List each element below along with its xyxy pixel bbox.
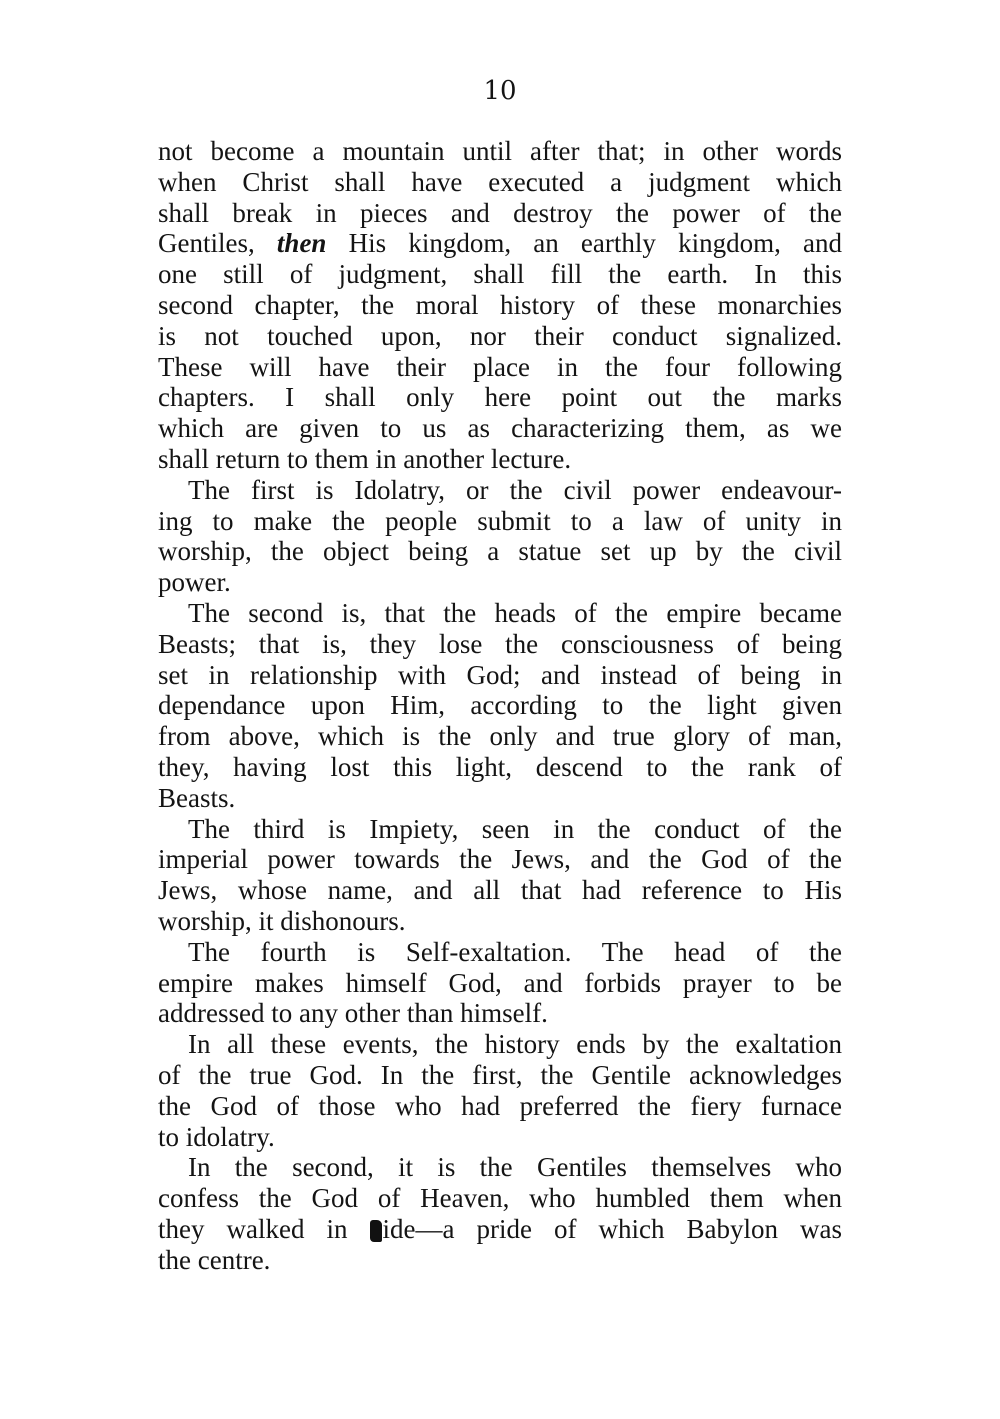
paragraph-2 bbox=[158, 475, 842, 598]
text-line: not become a mountain until after that; in other words bbox=[158, 136, 842, 166]
text-line: set in relationship with God; and instead of being in bbox=[158, 659, 842, 690]
text-line: imperial power towards the Jews, and the God of the bbox=[158, 844, 842, 875]
emphasis-then: then bbox=[276, 228, 327, 259]
text-line: The second is, that the heads of the empire became bbox=[188, 597, 842, 628]
text-line: empire makes himself God, and forbids prayer to be bbox=[158, 967, 842, 998]
text-line: to idolatry. bbox=[158, 1121, 275, 1152]
text-line-with-ink-blot bbox=[158, 1214, 842, 1245]
text-line: In all these events, the history ends by the exaltation bbox=[188, 1029, 842, 1060]
text-segment: ide—a pride of which Babylon was bbox=[382, 1213, 842, 1244]
paragraph-3 bbox=[158, 598, 842, 814]
paragraph-1 bbox=[158, 136, 842, 475]
text-line: is not touched upon, nor their conduct signalized. bbox=[158, 320, 842, 351]
text-line: worship, the object being a statue set up by the civil bbox=[158, 536, 842, 567]
text-line: the centre. bbox=[158, 1244, 271, 1275]
text-line: ing to make the people submit to a law of unity in bbox=[158, 505, 842, 536]
text-line: Beasts; that is, they lose the consciousness of being bbox=[158, 628, 842, 659]
text-line: one still of judgment, shall fill the earth. In this bbox=[158, 259, 842, 290]
text-line: Jews, whose name, and all that had reference to His bbox=[158, 875, 842, 906]
page-number: 10 bbox=[483, 76, 517, 106]
text-line: power. bbox=[158, 567, 231, 598]
text-line: from above, which is the only and true glory of man, bbox=[158, 721, 842, 752]
paragraph-7 bbox=[158, 1152, 842, 1275]
text-line-with-emphasis bbox=[158, 228, 842, 259]
text-line: The fourth is Self-exaltation. The head of the bbox=[188, 936, 842, 967]
text-line: chapters. I shall only here point out the marks bbox=[158, 382, 842, 413]
text-line: second chapter, the moral history of these monarchies bbox=[158, 289, 842, 320]
text-line: the God of those who had preferred the fiery furnace bbox=[158, 1090, 842, 1121]
text-line: they, having lost this light, descend to the rank of bbox=[158, 751, 842, 782]
text-line: Beasts. bbox=[158, 782, 236, 813]
text-line: when Christ shall have executed a judgment which bbox=[158, 166, 842, 197]
text-line: The first is Idolatry, or the civil power endeavour- bbox=[188, 474, 842, 505]
text-line: In the second, it is the Gentiles themselves who bbox=[188, 1152, 842, 1183]
paragraph-6 bbox=[158, 1029, 842, 1152]
text-segment: His kingdom, an earthly kingdom, and bbox=[326, 228, 842, 259]
paragraph-4 bbox=[158, 814, 842, 937]
text-segment: Gentiles, bbox=[158, 228, 277, 259]
paragraph-5 bbox=[158, 937, 842, 1029]
text-line: dependance upon Him, according to the light given bbox=[158, 690, 842, 721]
text-line: shall return to them in another lecture. bbox=[158, 443, 572, 474]
text-segment: they walked in bbox=[158, 1213, 370, 1244]
text-line: worship, it dishonours. bbox=[158, 905, 406, 936]
text-line: of the true God. In the first, the Gentile acknowledges bbox=[158, 1059, 842, 1090]
text-line: The third is Impiety, seen in the conduct of the bbox=[188, 813, 842, 844]
body-text bbox=[158, 136, 842, 1275]
text-line: confess the God of Heaven, who humbled them when bbox=[158, 1183, 842, 1214]
text-line: These will have their place in the four following bbox=[158, 351, 842, 382]
ink-blot-icon bbox=[370, 1220, 382, 1242]
text-line: which are given to us as characterizing them, as we bbox=[158, 413, 842, 444]
text-line: shall break in pieces and destroy the power of the bbox=[158, 197, 842, 228]
text-line: addressed to any other than himself. bbox=[158, 998, 548, 1029]
